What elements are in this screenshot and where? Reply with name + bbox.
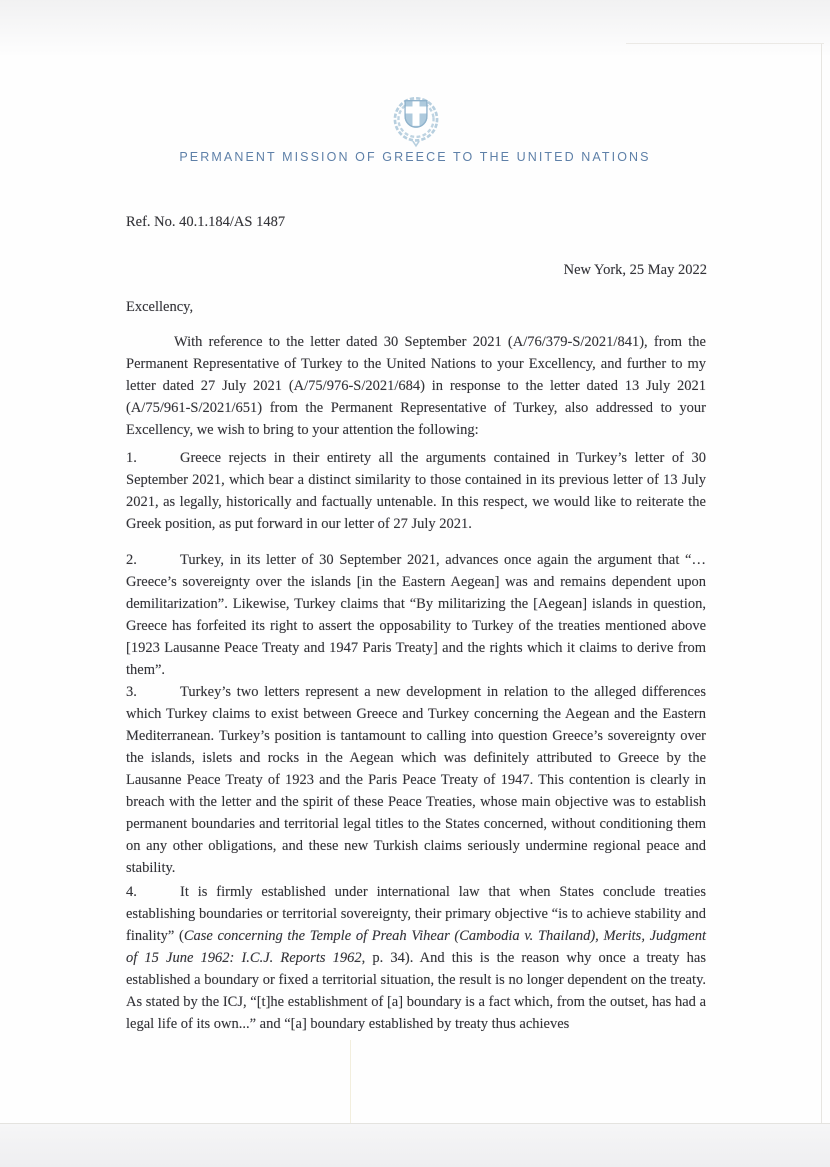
paragraph-4-text-after-citation: , p. 34). And this is the reason why once a treaty has established a boundary or fixed a territorial situation, the result is no longer dependent on the treaty. As stated by the ICJ, “[t]he establishment of [a] boundary is a fact which, from the outset, has had a legal life of its own...” and “[a] boundary established by treaty thus achieves — [126, 950, 706, 1032]
paragraph-3-text: Turkey’s two letters represent a new development in relation to the alleged differences which Turkey claims to exist between Greece and Turkey concerning the Aegean and the Eastern Mediterranean. Turkey’s position is tantamount to calling into question Greece’s sovereignty over the islands, islets and rocks in the Aegean which was definitely attributed to Greece by the Lausanne Peace Treaty of 1923 and the Paris Peace Treaty of 1947. This contention is clearly in breach with the letter and the spirit of these Peace Treaties, whose main objective was to establish permanent boundaries and territorial legal titles to the States concerned, without conditioning them on any other obligations, and these new Turkish claims seriously undermine regional peace and stability. — [126, 684, 706, 876]
paragraph-3 — [126, 681, 706, 879]
paragraph-4 — [126, 881, 706, 1035]
page-top-edge-line — [626, 43, 824, 44]
reference-number: Ref. No. 40.1.184/AS 1487 — [126, 214, 286, 230]
letterhead-org-name: PERMANENT MISSION OF GREECE TO THE UNITED NATIONS — [179, 150, 651, 164]
paragraph-2-number: 2. — [126, 552, 137, 568]
paragraph-4-case-citation: Case concerning the Temple of Preah Vihear (Cambodia v. Thailand), Merits, Judgment of 15 June 1962: I.C.J. Reports 1962 — [126, 928, 706, 966]
page-right-edge-line — [821, 44, 822, 1123]
paragraph-1-number: 1. — [126, 450, 137, 466]
paragraph-intro: With reference to the letter dated 30 September 2021 (A/76/379-S/2021/841), from the Permanent Representative of Turkey to the United Nations to your Excellency, and further to my letter dated 27 July 2021 (A/75/976-S/2021/684) in response to the letter dated 13 July 2021 (A/75/961-S/2021/651) from the Permanent Representative of Turkey, also addressed to your Excellency, we wish to bring to your attention the following: — [126, 334, 706, 438]
paragraph-1-text: Greece rejects in their entirety all the arguments contained in Turkey’s letter of 30 September 2021, which bear a distinct similarity to those contained in its previous letter of 13 July 2021, as legally, historically and factually untenable. In this respect, we would like to reiterate the Greek position, as put forward in our letter of 27 July 2021. — [126, 450, 706, 532]
paragraph-1 — [126, 447, 706, 535]
paragraph-4-number: 4. — [126, 884, 137, 900]
paragraph-2 — [126, 549, 706, 681]
greece-coat-of-arms-icon — [377, 85, 455, 149]
page-bottom-edge — [0, 1123, 830, 1167]
paragraph-2-text: Turkey, in its letter of 30 September 2021, advances once again the argument that “…Greece’s sovereignty over the islands [in the Eastern Aegean] was and remains dependent upon demilitarization”. Likewise, Turkey claims that “By militarizing the [Aegean] islands in question, Greece has forfeited its right to assert the opposability to Turkey of the treaties mentioned above [1923 Lausanne Peace Treaty and 1947 Paris Treaty] and the rights which it claims to derive from them”. — [126, 552, 706, 678]
salutation: Excellency, — [126, 299, 194, 315]
paragraph-4-text-before-citation: It is firmly established under international law that when States conclude treaties establishing boundaries or territorial sovereignty, their primary objective “is to achieve stability and finality” ( — [126, 884, 706, 944]
dateline: New York, 25 May 2022 — [563, 262, 707, 278]
scan-top-shadow — [0, 0, 830, 58]
paragraph-3-number: 3. — [126, 684, 137, 700]
paper-fold-line — [350, 1040, 351, 1123]
